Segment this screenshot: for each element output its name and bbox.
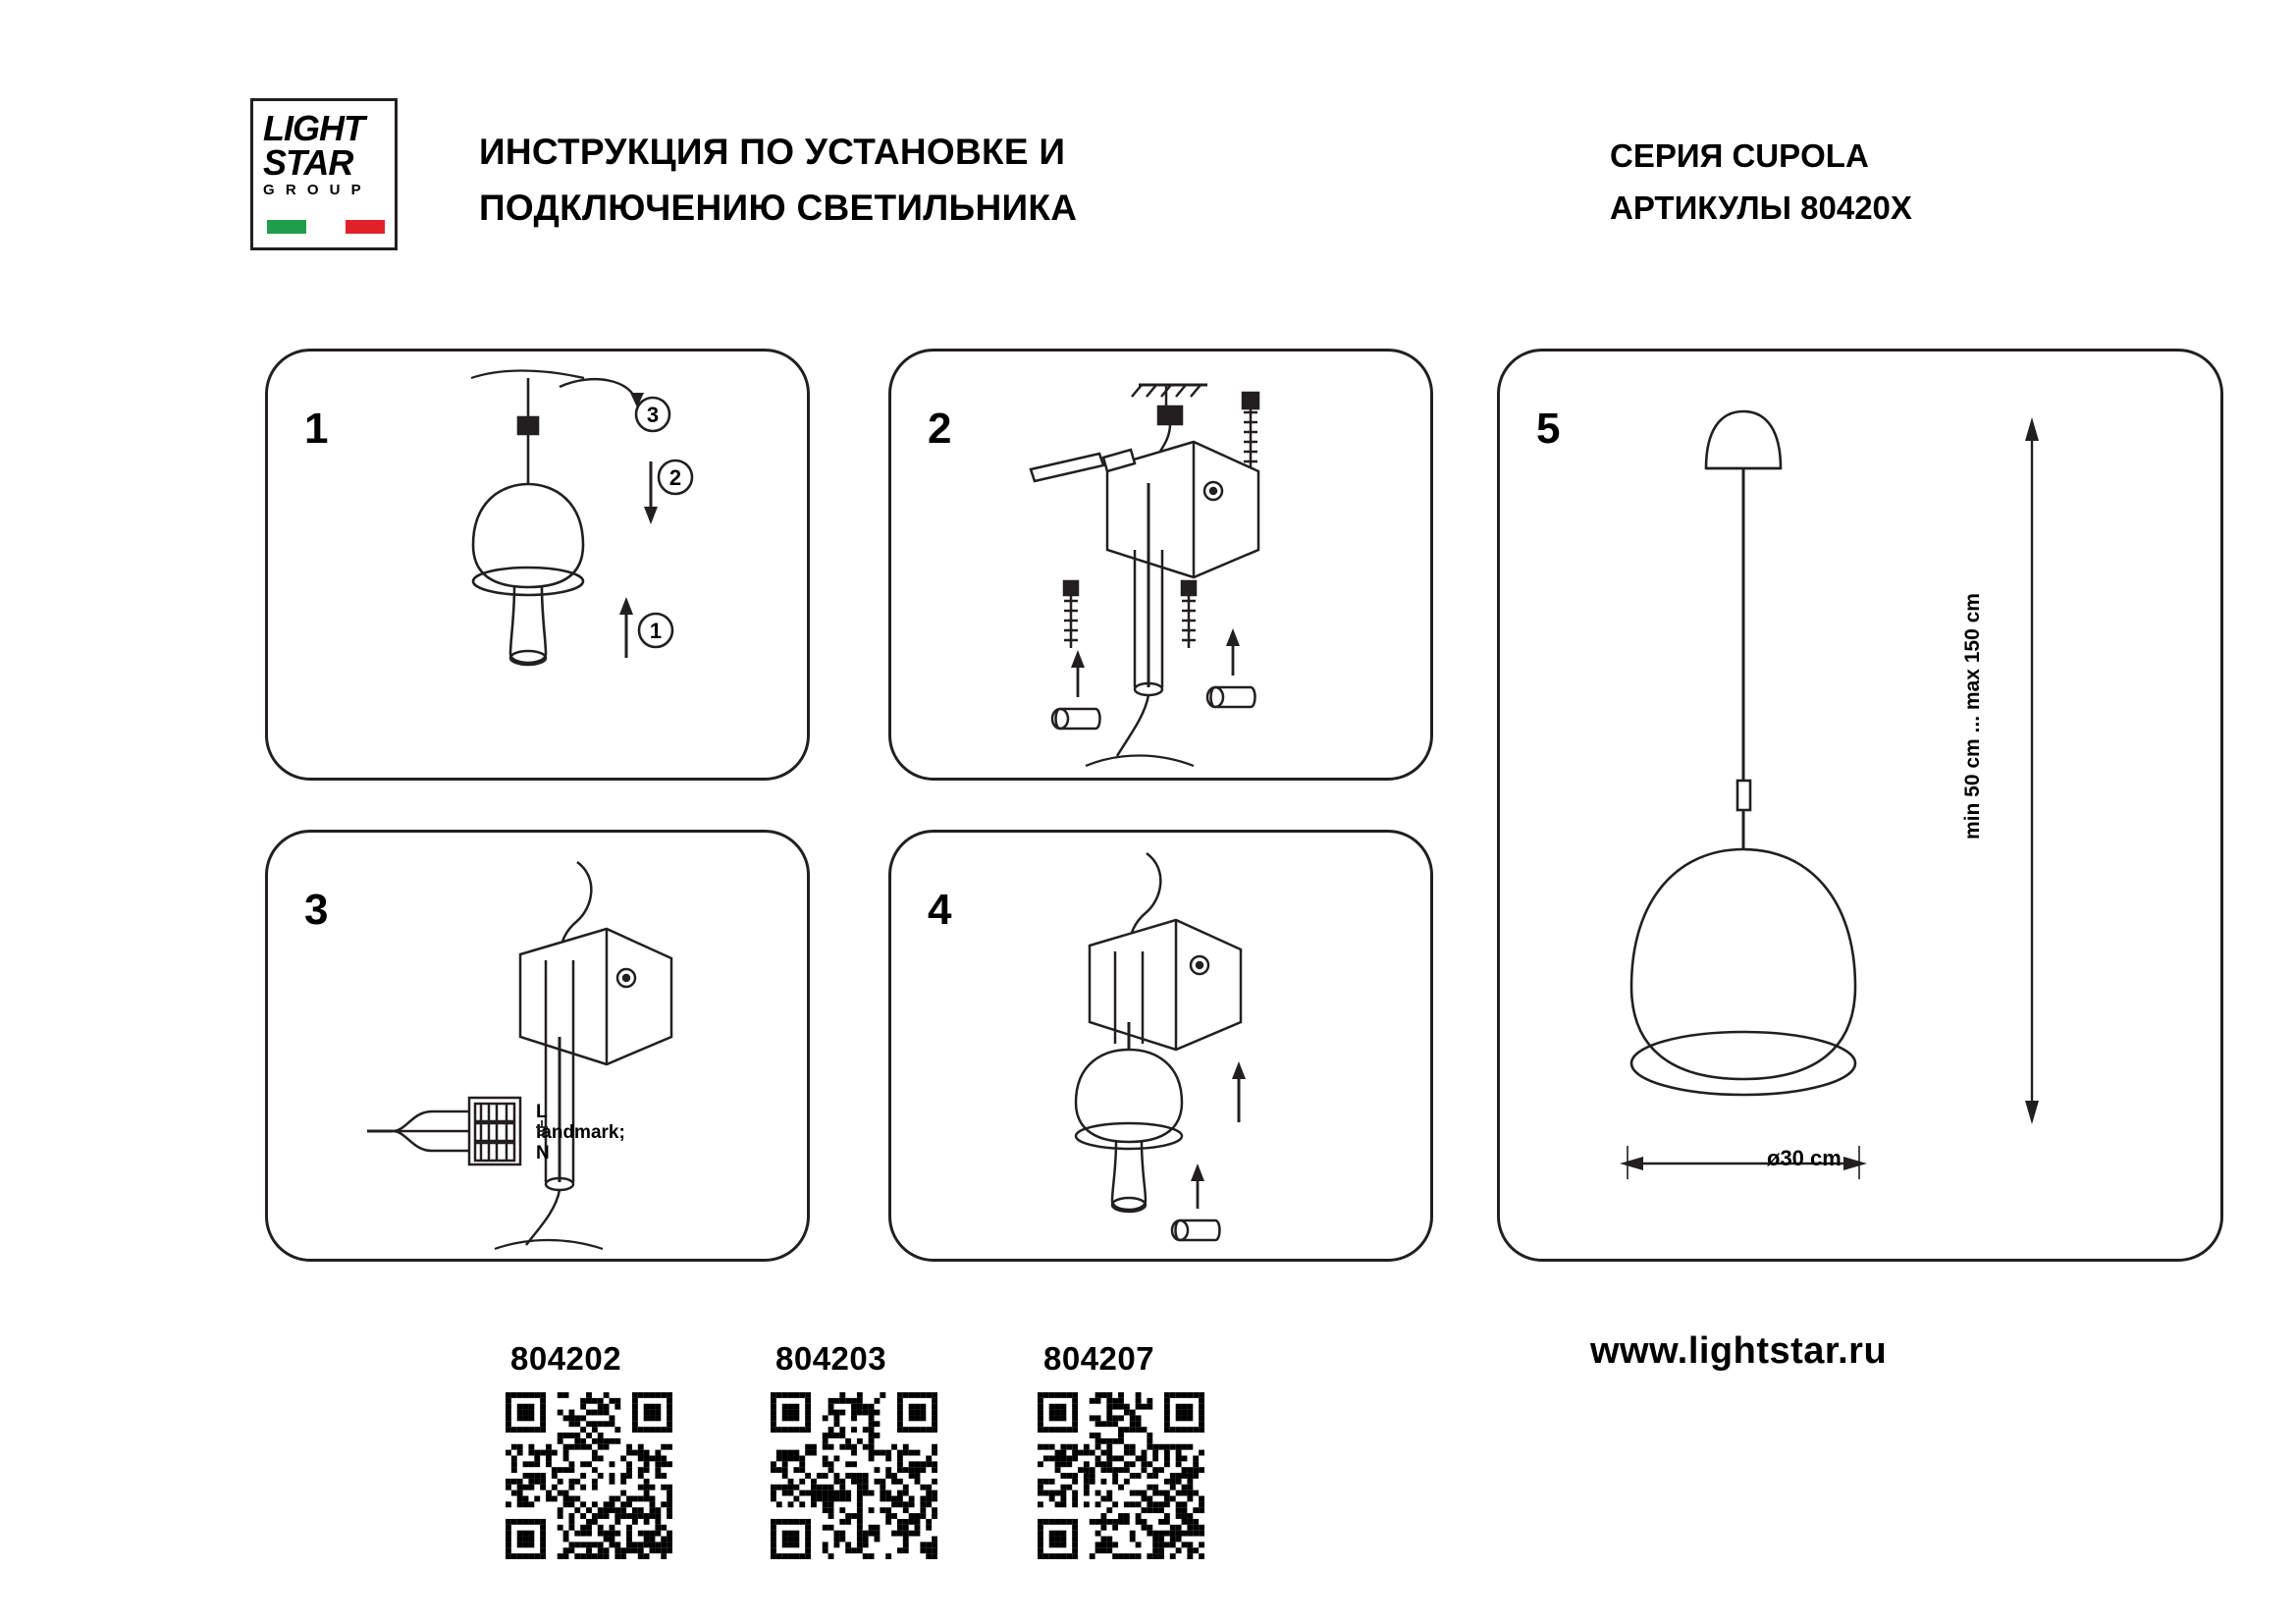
- step-number-3: 3: [304, 886, 329, 934]
- brand-logo-text: [263, 108, 391, 198]
- brand-logo-line3: G R O U P: [263, 181, 365, 198]
- italian-flag-icon: [267, 220, 385, 234]
- page-title: [479, 124, 1362, 237]
- figure-step-3: [363, 844, 805, 1252]
- website-url[interactable]: www.lightstar.ru: [1590, 1330, 1888, 1372]
- callout-1-label: 1: [649, 619, 663, 643]
- height-dimension-label: min 50 cm ... max 150 cm: [1961, 593, 1984, 839]
- terminal-label-L: L: [536, 1102, 548, 1122]
- brand-logo-line1: LIGHT: [263, 108, 364, 148]
- diameter-dimension-label: ø30 cm: [1767, 1146, 1842, 1170]
- step-number-1: 1: [304, 405, 329, 453]
- page-title-line2: ПОДКЛЮЧЕНИЮ СВЕТИЛЬНИКА: [479, 188, 1078, 229]
- qr-code-804202[interactable]: [506, 1392, 672, 1559]
- page-header: [0, 0, 2296, 295]
- product-code-1: 804202: [510, 1340, 622, 1377]
- series-name: СЕРИЯ CUPOLA: [1610, 137, 1869, 174]
- figure-step-1: [412, 363, 805, 776]
- figure-step-4: [1021, 839, 1433, 1252]
- callout-2-label: 2: [668, 465, 682, 490]
- terminal-label-earth: landmark;: [536, 1122, 625, 1143]
- page-title-line1: ИНСТРУКЦИЯ ПО УСТАНОВКЕ И: [479, 132, 1066, 172]
- step-number-2: 2: [928, 405, 952, 453]
- product-code-3: 804207: [1043, 1340, 1155, 1377]
- brand-logo-line2: STAR: [263, 142, 353, 184]
- terminal-label-N: N: [536, 1143, 550, 1164]
- brand-logo: [250, 98, 398, 250]
- series-articles: АРТИКУЛЫ 80420Х: [1610, 189, 1912, 227]
- qr-code-804207[interactable]: [1038, 1392, 1204, 1559]
- figure-step-5: [1571, 388, 2199, 1232]
- step-number-4: 4: [928, 886, 952, 934]
- figure-step-2: [1001, 363, 1423, 776]
- callout-3-label: 3: [646, 403, 660, 427]
- series-info: [1610, 130, 2248, 235]
- qr-code-804203[interactable]: [771, 1392, 937, 1559]
- step-number-5: 5: [1536, 405, 1561, 453]
- product-code-2: 804203: [775, 1340, 887, 1377]
